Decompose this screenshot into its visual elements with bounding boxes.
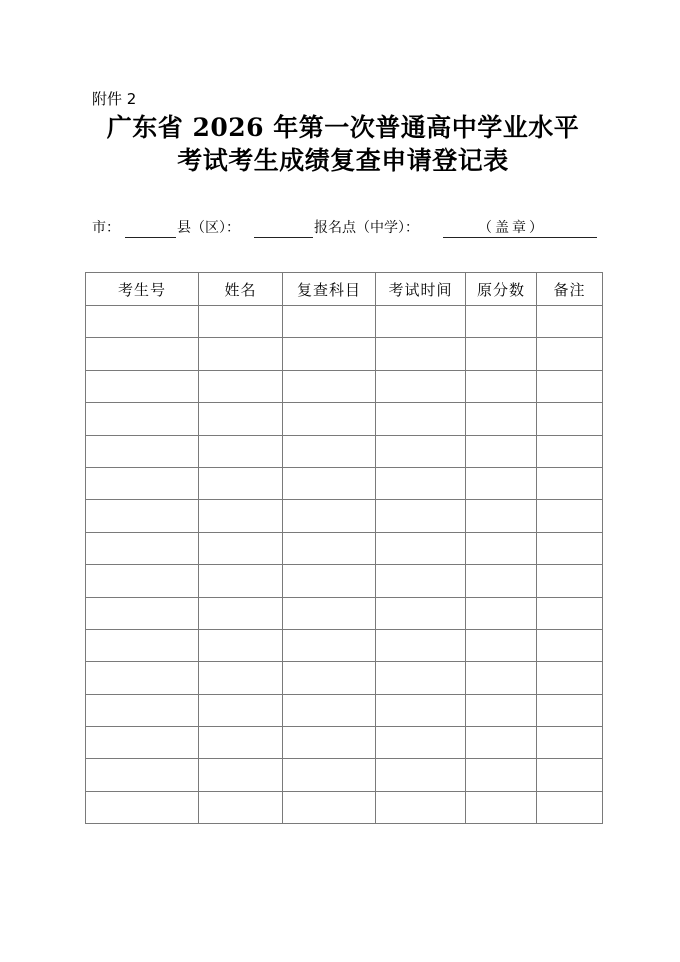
cell-remarks[interactable]	[537, 565, 603, 597]
cell-exam-time[interactable]	[376, 565, 466, 597]
table-row	[86, 403, 603, 435]
cell-name[interactable]	[199, 662, 283, 694]
cell-remarks[interactable]	[537, 662, 603, 694]
cell-exam-time[interactable]	[376, 694, 466, 726]
cell-review-subject[interactable]	[283, 597, 376, 629]
table-row	[86, 597, 603, 629]
cell-name[interactable]	[199, 694, 283, 726]
cell-review-subject[interactable]	[283, 306, 376, 338]
cell-original-score[interactable]	[466, 338, 537, 370]
cell-original-score[interactable]	[466, 565, 537, 597]
column-header-review-subject: 复查科目	[283, 273, 376, 306]
cell-remarks[interactable]	[537, 467, 603, 499]
title-line-1: 广东省 2026 年第一次普通高中学业水平	[106, 113, 580, 142]
cell-name[interactable]	[199, 467, 283, 499]
cell-exam-number[interactable]	[86, 597, 199, 629]
cell-exam-time[interactable]	[376, 727, 466, 759]
cell-exam-time[interactable]	[376, 306, 466, 338]
cell-review-subject[interactable]	[283, 662, 376, 694]
cell-name[interactable]	[199, 759, 283, 791]
cell-review-subject[interactable]	[283, 727, 376, 759]
cell-original-score[interactable]	[466, 629, 537, 661]
cell-remarks[interactable]	[537, 727, 603, 759]
cell-exam-number[interactable]	[86, 500, 199, 532]
cell-original-score[interactable]	[466, 694, 537, 726]
cell-exam-time[interactable]	[376, 532, 466, 564]
cell-review-subject[interactable]	[283, 565, 376, 597]
cell-exam-number[interactable]	[86, 370, 199, 402]
table-row	[86, 467, 603, 499]
cell-exam-number[interactable]	[86, 306, 199, 338]
cell-exam-time[interactable]	[376, 597, 466, 629]
column-header-exam-time: 考试时间	[376, 273, 466, 306]
cell-review-subject[interactable]	[283, 500, 376, 532]
cell-exam-time[interactable]	[376, 500, 466, 532]
table-row	[86, 791, 603, 823]
cell-original-score[interactable]	[466, 435, 537, 467]
table-row	[86, 435, 603, 467]
cell-original-score[interactable]	[466, 662, 537, 694]
cell-remarks[interactable]	[537, 759, 603, 791]
stamp-note: （盖章）	[478, 220, 546, 236]
cell-remarks[interactable]	[537, 791, 603, 823]
table-row	[86, 629, 603, 661]
cell-original-score[interactable]	[466, 500, 537, 532]
cell-exam-number[interactable]	[86, 435, 199, 467]
cell-name[interactable]	[199, 338, 283, 370]
cell-exam-time[interactable]	[376, 629, 466, 661]
cell-exam-number[interactable]	[86, 694, 199, 726]
registration-table	[85, 272, 603, 824]
column-header-original-score: 原分数	[466, 273, 537, 306]
cell-name[interactable]	[199, 791, 283, 823]
county-blank[interactable]	[254, 237, 313, 238]
cell-exam-number[interactable]	[86, 532, 199, 564]
county-label: 县（区）：	[177, 220, 240, 236]
table-header-row	[86, 273, 603, 306]
cell-review-subject[interactable]	[283, 467, 376, 499]
cell-remarks[interactable]	[537, 694, 603, 726]
cell-review-subject[interactable]	[283, 694, 376, 726]
cell-exam-time[interactable]	[376, 370, 466, 402]
table-row	[86, 338, 603, 370]
city-blank[interactable]	[125, 237, 176, 238]
table-body	[86, 306, 603, 824]
cell-remarks[interactable]	[537, 597, 603, 629]
table-row	[86, 662, 603, 694]
cell-original-score[interactable]	[466, 727, 537, 759]
table-row	[86, 370, 603, 402]
cell-exam-number[interactable]	[86, 629, 199, 661]
cell-name[interactable]	[199, 727, 283, 759]
cell-original-score[interactable]	[466, 403, 537, 435]
cell-name[interactable]	[199, 435, 283, 467]
city-label: 市：	[92, 220, 120, 236]
cell-remarks[interactable]	[537, 306, 603, 338]
table-row	[86, 694, 603, 726]
cell-name[interactable]	[199, 597, 283, 629]
cell-review-subject[interactable]	[283, 759, 376, 791]
cell-review-subject[interactable]	[283, 370, 376, 402]
title-line-2: 考试考生成绩复查申请登记表	[177, 146, 509, 175]
table-row	[86, 532, 603, 564]
cell-review-subject[interactable]	[283, 791, 376, 823]
cell-name[interactable]	[199, 306, 283, 338]
cell-review-subject[interactable]	[283, 403, 376, 435]
cell-name[interactable]	[199, 370, 283, 402]
cell-remarks[interactable]	[537, 435, 603, 467]
cell-original-score[interactable]	[466, 467, 537, 499]
cell-exam-time[interactable]	[376, 338, 466, 370]
cell-exam-number[interactable]	[86, 759, 199, 791]
cell-remarks[interactable]	[537, 403, 603, 435]
attachment-label: 附件 2	[92, 90, 137, 108]
cell-review-subject[interactable]	[283, 532, 376, 564]
cell-exam-number[interactable]	[86, 662, 199, 694]
table-row	[86, 759, 603, 791]
cell-remarks[interactable]	[537, 629, 603, 661]
cell-remarks[interactable]	[537, 500, 603, 532]
cell-remarks[interactable]	[537, 338, 603, 370]
cell-name[interactable]	[199, 532, 283, 564]
cell-name[interactable]	[199, 403, 283, 435]
table-row	[86, 565, 603, 597]
cell-original-score[interactable]	[466, 370, 537, 402]
cell-original-score[interactable]	[466, 759, 537, 791]
column-header-exam-number: 考生号	[86, 273, 199, 306]
cell-remarks[interactable]	[537, 370, 603, 402]
cell-exam-time[interactable]	[376, 467, 466, 499]
cell-exam-time[interactable]	[376, 662, 466, 694]
cell-exam-time[interactable]	[376, 435, 466, 467]
table-row	[86, 306, 603, 338]
cell-review-subject[interactable]	[283, 435, 376, 467]
cell-original-score[interactable]	[466, 791, 537, 823]
cell-exam-number[interactable]	[86, 727, 199, 759]
cell-exam-number[interactable]	[86, 403, 199, 435]
cell-exam-number[interactable]	[86, 467, 199, 499]
column-header-remarks: 备注	[537, 273, 603, 306]
cell-exam-time[interactable]	[376, 791, 466, 823]
header-fields	[92, 217, 602, 239]
cell-exam-number[interactable]	[86, 565, 199, 597]
cell-original-score[interactable]	[466, 306, 537, 338]
cell-original-score[interactable]	[466, 532, 537, 564]
cell-name[interactable]	[199, 565, 283, 597]
table-row	[86, 500, 603, 532]
cell-exam-number[interactable]	[86, 338, 199, 370]
cell-name[interactable]	[199, 629, 283, 661]
cell-review-subject[interactable]	[283, 338, 376, 370]
table-row	[86, 727, 603, 759]
cell-review-subject[interactable]	[283, 629, 376, 661]
cell-name[interactable]	[199, 500, 283, 532]
cell-original-score[interactable]	[466, 597, 537, 629]
cell-exam-number[interactable]	[86, 791, 199, 823]
cell-remarks[interactable]	[537, 532, 603, 564]
cell-exam-time[interactable]	[376, 759, 466, 791]
column-header-name: 姓名	[199, 273, 283, 306]
cell-exam-time[interactable]	[376, 403, 466, 435]
school-label: 报名点（中学）：	[314, 220, 419, 236]
